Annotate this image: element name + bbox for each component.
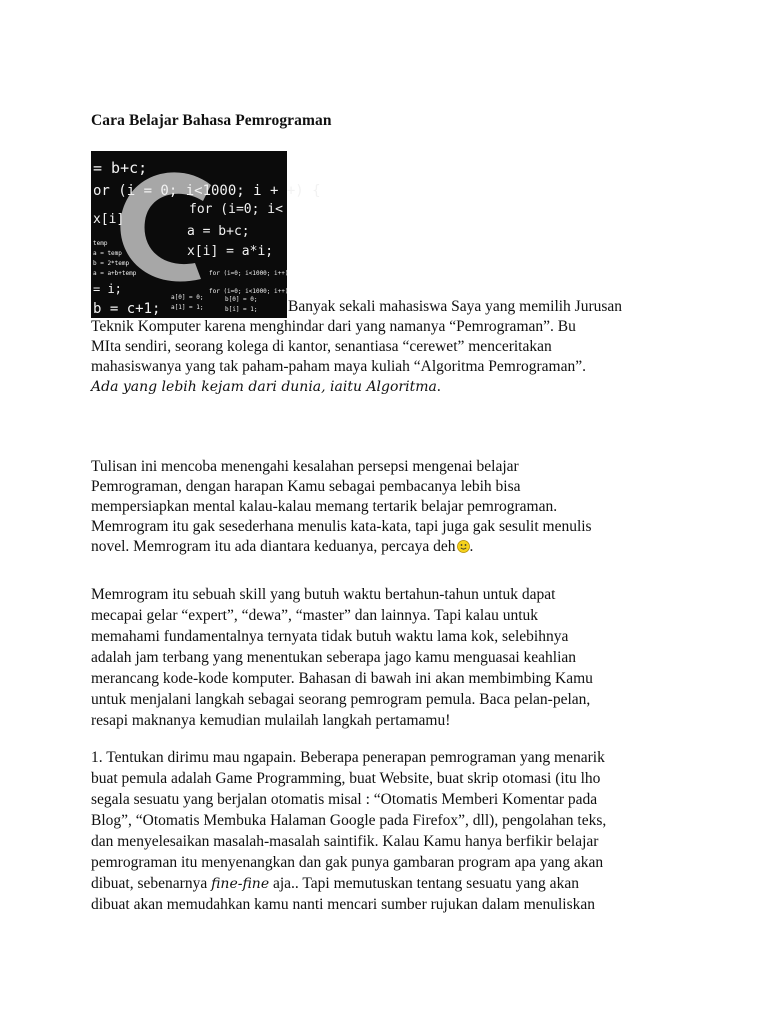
paragraph-3-line-3: memahami fundamentalnya ternyata tidak butuh waktu lama kok, selebihnya xyxy=(91,628,569,645)
code-line-5: a = b+c; xyxy=(187,224,250,239)
code-line-3: x[i] xyxy=(93,212,125,227)
code-line-2: or (i = 0; i<1000; i + +) { xyxy=(93,183,321,199)
code-line-7: temp xyxy=(93,240,108,247)
paragraph-3-line-1: Memrogram itu sebuah skill yang butuh waktu bertahun-tahun untuk dapat xyxy=(91,586,556,603)
code-image-graphic xyxy=(91,151,321,318)
code-line-10: a = a+b+temp xyxy=(93,270,137,277)
paragraph-3-line-5: merancang kode-kode komputer. Bahasan di bawah ini akan membimbing Kamu xyxy=(91,670,593,687)
paragraph-4-line-7-end: aja.. Tapi memutuskan tentang sesuatu yang akan xyxy=(269,875,579,892)
italic-quote: Ada yang lebih kejam dari dunia, iaitu Algoritma xyxy=(91,379,437,395)
code-line-12: b = c+1; xyxy=(93,301,161,317)
paragraph-4-line-7 xyxy=(91,874,579,894)
paragraph-3-line-4: adalah jam terbang yang menentukan seberapa jago kamu menguasai keahlian xyxy=(91,649,577,666)
paragraph-2-line-5 xyxy=(91,537,473,557)
paragraph-1-line-3: MIta sendiri, seorang kolega di kantor, senantiasa “cerewet” menceritakan xyxy=(91,338,552,355)
period: . xyxy=(436,378,441,395)
smiley-icon xyxy=(457,539,470,552)
code-line-9: b = 2*temp xyxy=(93,260,130,267)
code-line-17: b[0] = 0; xyxy=(225,296,258,303)
paragraph-2-line-3: mempersiapkan mental kalau-kalau memang tertarik belajar pemrograman. xyxy=(91,498,558,515)
code-line-4: for (i=0; i< xyxy=(189,202,283,217)
code-line-8: a = temp xyxy=(93,250,122,257)
paragraph-1-line-5 xyxy=(91,377,441,397)
paragraph-1-line-1: Banyak sekali mahasiswa Saya yang memilih Jurusan xyxy=(288,298,623,315)
code-line-14: for (i=0; i<1000; i++) xyxy=(209,288,289,295)
paragraph-4-line-2: buat pemula adalah Game Programming, buat Website, buat skrip otomasi (itu lho xyxy=(91,770,601,787)
paragraph-2-line-1: Tulisan ini mencoba menengahi kesalahan persepsi mengenai belajar xyxy=(91,458,519,475)
paragraph-4-line-4: Blog”, “Otomatis Membuka Halaman Google pada Firefox”, dll), pengolahan teks, xyxy=(91,812,607,829)
code-line-16: a[1] = 1; xyxy=(171,304,204,311)
paragraph-4-line-6: pemrograman itu menyenangkan dan gak punya gambaran program apa yang akan xyxy=(91,854,604,871)
paragraph-1-line-4: mahasiswanya yang tak paham-paham maya kuliah “Algoritma Pemrograman”. xyxy=(91,358,586,375)
paragraph-4-line-5: dan menyelesaikan masalah-masalah saintifik. Kalau Kamu hanya berfikir belajar xyxy=(91,833,599,850)
document-title: Cara Belajar Bahasa Pemrograman xyxy=(91,112,332,129)
paragraph-4-line-8: dibuat akan memudahkan kamu nanti mencari sumber rujukan dalam menuliskan xyxy=(91,896,596,913)
paragraph-2-line-4: Memrogram itu gak sesederhana menulis kata-kata, tapi juga gak sesulit menulis xyxy=(91,518,592,535)
paragraph-3-line-6: untuk menjalani langkah sebagai seorang pemrogram pemula. Baca pelan-pelan, xyxy=(91,691,591,708)
programming-code-image xyxy=(91,151,321,318)
paragraph-3-line-7: resapi maknanya kemudian mulailah langkah pertamamu! xyxy=(91,712,451,729)
code-line-1: = b+c; xyxy=(93,159,148,177)
paragraph-1-line-2: Teknik Komputer karena menghindar dari yang namanya “Pemrograman”. Bu xyxy=(91,318,576,335)
paragraph-4-line-3: segala sesuatu yang berjalan otomatis misal : “Otomatis Memberi Komentar pada xyxy=(91,791,598,808)
code-line-13: for (i=0; i<1000; i++) xyxy=(209,270,289,277)
code-line-18: b[i] = 1; xyxy=(225,306,258,313)
italic-fine-fine: fine-fine xyxy=(211,876,270,892)
code-line-15: a[0] = 0; xyxy=(171,294,204,301)
paragraph-4-line-1: 1. Tentukan dirimu mau ngapain. Beberapa penerapan pemrograman yang menarik xyxy=(91,749,605,766)
paragraph-3-line-2: mecapai gelar “expert”, “dewa”, “master” dan lainnya. Tapi kalau untuk xyxy=(91,607,539,624)
code-line-6: x[i] = a*i; xyxy=(187,244,274,259)
paragraph-2-line-5-text: novel. Memrogram itu ada diantara keduanya, percaya deh xyxy=(91,538,456,555)
code-line-11: = i; xyxy=(93,282,122,296)
period: . xyxy=(469,538,474,555)
paragraph-4-line-7-start: dibuat, sebenarnya xyxy=(91,875,212,892)
paragraph-2-line-2: Pemrograman, dengan harapan Kamu sebagai pembacanya lebih bisa xyxy=(91,478,521,495)
